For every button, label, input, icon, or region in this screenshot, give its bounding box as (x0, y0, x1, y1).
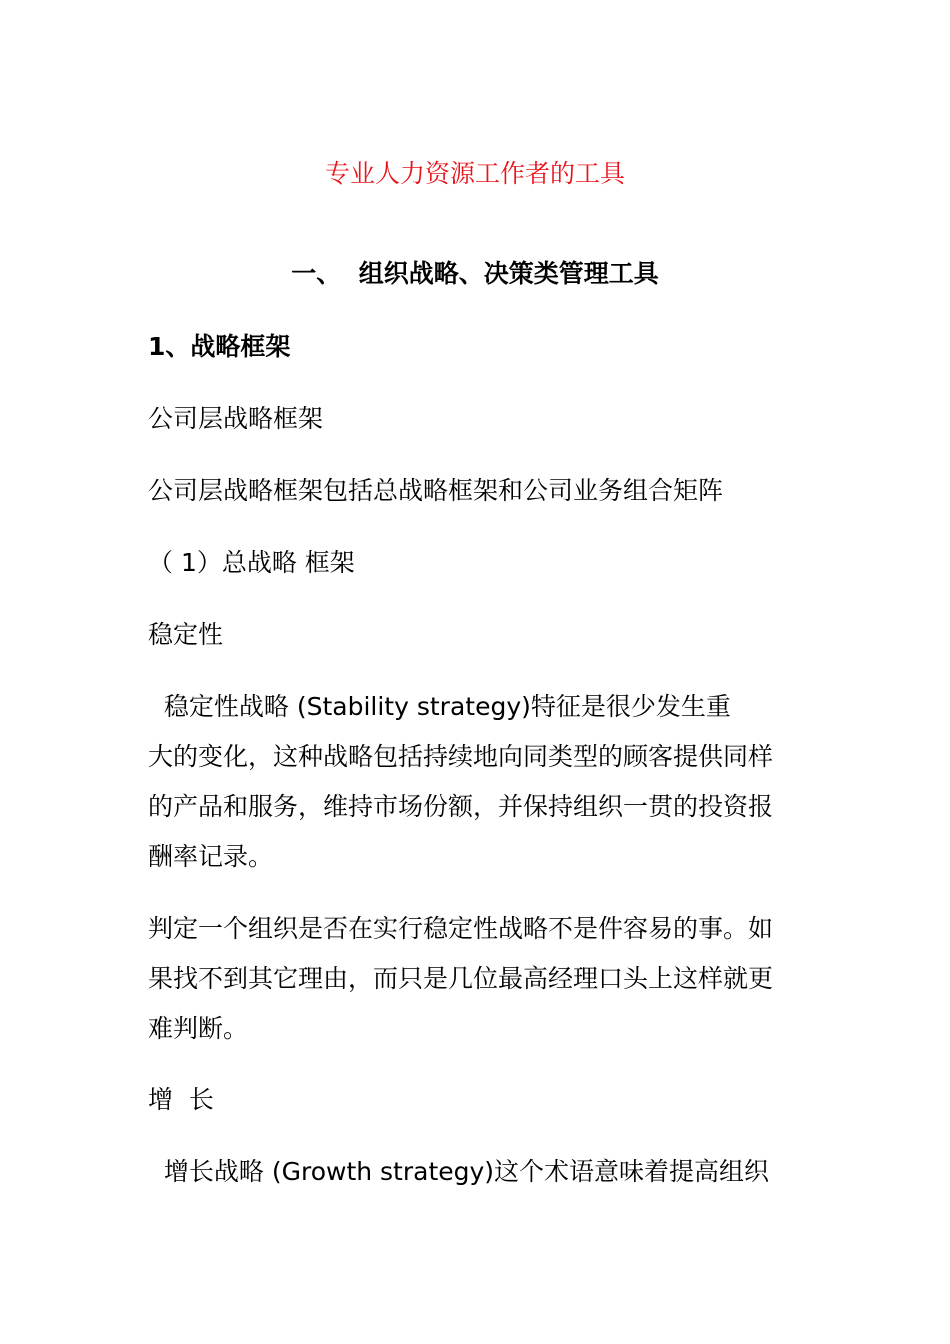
stability-paragraph (148, 682, 798, 882)
paragraph-line: 酬率记录。 (148, 842, 274, 871)
document-title: 专业人力资源工作者的工具 (324, 159, 625, 188)
judgement-paragraph (148, 904, 798, 1054)
stability-label: 稳定性 (148, 620, 224, 649)
growth-paragraph (148, 1147, 798, 1197)
paragraph-line: 判定一个组织是否在实行稳定性战略不是件容易的事。如 (148, 914, 774, 943)
paragraph-line: 果找不到其它理由，而只是几位最高经理口头上这样就更 (148, 964, 774, 993)
growth-label: 增 长 (148, 1085, 214, 1114)
sub-item-overall-strategy: （ 1）总战略 框架 (148, 548, 355, 577)
paragraph-line: 难判断。 (148, 1014, 249, 1043)
subheading-strategy-framework: 1、战略框架 (148, 332, 291, 361)
paragraph-line: 稳定性战略 (Stability strategy)特征是很少发生重 (148, 692, 731, 721)
paragraph-line: 的产品和服务，维持市场份额，并保持组织一贯的投资报 (148, 792, 774, 821)
corporate-framework-description: 公司层战略框架包括总战略框架和公司业务组合矩阵 (148, 476, 724, 505)
section-heading: 一、 组织战略、决策类管理工具 (291, 259, 659, 288)
corporate-framework-label: 公司层战略框架 (148, 404, 324, 433)
paragraph-line: 大的变化，这种战略包括持续地向同类型的顾客提供同样 (148, 742, 774, 771)
paragraph-line: 增长战略 (Growth strategy)这个术语意味着提高组织 (148, 1157, 770, 1186)
